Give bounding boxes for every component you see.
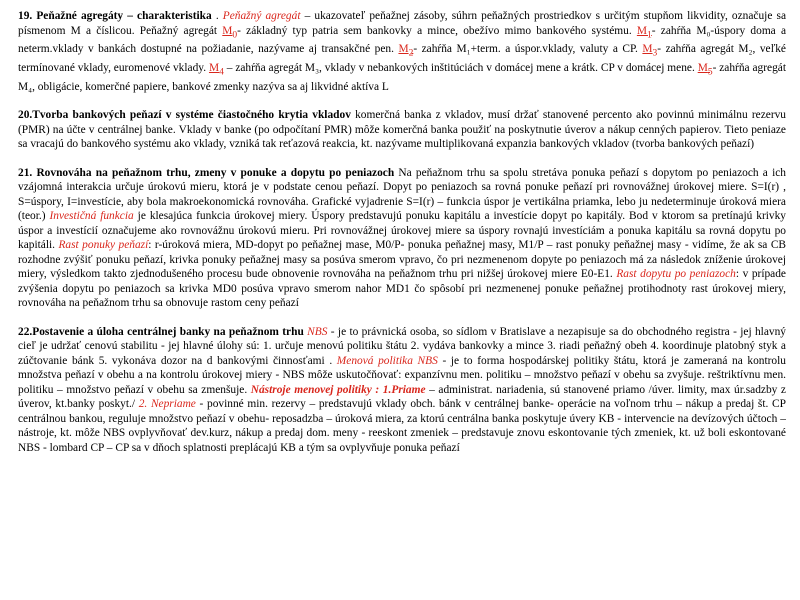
section-20-heading: 20.Tvorba bankových peňazí v systéme čiastočného krytia vkladov — [18, 109, 351, 122]
term-m5: $M_5$ — [697, 62, 713, 78]
term-nepriame: 2. Nepriame — [138, 398, 196, 411]
term-rast-dopytu: Rast dopytu po peniazoch — [616, 268, 736, 281]
section-22-heading: 22.Postavenie a úloha centrálnej banky na peňažnom trhu — [18, 325, 304, 338]
term-m4: $M_4$ — [208, 62, 224, 78]
section-19: 19. Peňažné agregáty – charakteristika . Peňažný agregát – ukazovateľ peňažnej zásoby, súhrn peňažných prostriedkov s určitým stupňom likvidity, označuje sa písmenom M a číslicou. Peňažný agregát $M_0-$ základný typ patria sem bankovky a mince, obežívo mimo bankového systému. $M_1-$ zahŕňa M₀-úspory doma a neterm.vklady v bankách dostupné na požiadanie, nazývame aj transakčné pen. $M_2-$ zahŕňa M₁+term. a úspor.vklady, valuty a CP. $M_3-$ zahŕňa agregát M₂, veľké termínované vklady, euromenové vklady. $M_4$ – zahŕňa agregát M₃, vklady v nebankových inštitúciách v domácej mene a krátk. CP v domácej mene. $M_5-$ zahŕňa agregát M₄, obligácie, komerčné papiere, bankové zmenky nazýva sa aj likvidné aktíva L — [18, 10, 787, 93]
term-menova-politika: Menová politika NBS — [336, 354, 438, 367]
term-m3: $M_3$ — [642, 43, 658, 59]
section-19-heading: 19. Peňažné agregáty – charakteristika — [18, 10, 212, 22]
term-m1: $M_1$ — [636, 24, 652, 40]
section-21: 21. Rovnováha na peňažnom trhu, zmeny v ponuke a dopytu po peniazoch Na peňažnom trhu sa spolu stretáva ponuka peňazí s dopytom po peniazoch a ich vzájomná interakcia určuje úrokovú mieru, ktorá je v podstate cenou peňazí. Dopyt po peniazoch sa rovná ponuke peňazí pri rovnovážnej úrokovej miere. S=I(r) , S=úspory, I=investície, aby bola makroekonomická rovnováha. Grafické vyjadrenie S=I(r) – funkcia úspor je vertikálna priamka, lebo ju nedeterminuje úroková miera (teor.) Investičná funkcia je klesajúca funkcia úrokovej miery. Úspory predstavujú ponuku kapitálu a investície dopyt po kapitály. Bod v ktorom sa pretínajú krivky úspor a investícií označujeme ako rovnovážnu úrokovú mieru. Pri rovnovážnej úrokovej miere sa úspory rovnajú investíciám a ponuka kapitálu sa rovná dopytu po kapitáli. Rast ponuky peňazí: r-úroková miera, MD-dopyt po peňažnej mase, M0/P- ponuka peňažnej masy, M1/P – rast ponuky peňažnej masy - vidíme, že ak sa CB rozhodne zvýšiť ponuku peňazí, krivka ponuky peňažnej masy sa posúva smerom vpravo, čo pri nezmenenom dopyte po peniazoch má za následok zníženie úrokovej miery, výsledkom takto zjednodušeného procesu bude obnovenie rovnováha na peňažnom trhu pri nižšej úrokovej miere E0-E1. Rast dopytu po peniazoch: v prípade zvýšenia dopytu po peniazoch sa krivka MD0 posúva vpravo smerom nahor MD1 čo spôsobí pri nezmenenej ponuke peňažnej protihodnoty rast úrokovej miery, rovnováha na peňažnom trhu sa obnovuje rastom ceny peňazí — [18, 166, 787, 310]
term-nastroje-priame: Nástroje menovej politiky : 1.Priame — [250, 383, 426, 396]
document-page — [18, 9, 786, 469]
section-22: 22.Postavenie a úloha centrálnej banky na peňažnom trhu NBS - je to právnická osoba, so sídlom v Bratislave a nezapisuje sa do obchodného registra - jej hlavný cieľ je udržať cenovú stabilitu - jej hlavné úlohy sú: 1. určuje menovú politiku štátu 2. vydáva bankovky a mince 3. riadi peňažný obeh 4. koordinuje platobný styk a zúčtovanie bánk 5. vykonáva dozor na d bankovými činnosťami . Menová politika NBS - je to forma hospodárskej politiky štátu, ktorá je zameraná na kontrolu množstva peňazí v obehu a na kontrolu úrokovej miery - NBS môže uskutočňovať: expanzívnu men. politiku – množstvo peňazí v obehu sa zvyšuje. reštriktívnu men. politiku – množstvo peňazí v obehu sa zmenšuje. Nástroje menovej politiky : 1.Priame – administrat. nariadenia, sú stanovené priamo /úver. limity, max úr.sadzby z úverov, kt.banky poskyt./ 2. Nepriame - povinné min. rezervy – predstavujú vklady obch. bánk v centrálnej banke- operácie na voľnom trhu – nákup a predaj št. CP centrálnou bankou, reguluje množstvo peňazí v obehu- reposadzba – úroková miera, za ktorú centrálna banka poskytuje úvery KB - intervencie na devízových účtoch – nástroje, kt. môže NBS ovplyvňovať dev.kurz, nákup a predaj dom. meny - reeskont zmeniek – predstavuje znovu eskontovanie tých zmeniek, kt. už boli eskontované NBS - lombard CP – CP sa v dňoch splatnosti preplácajú KB a tým sa ovplyvňuje ponuka peňazí — [18, 325, 786, 454]
section-20: 20.Tvorba bankových peňazí v systéme čiastočného krytia vkladov komerčná banka z vkladov, musí držať stanovené percento ako povinnú minimálnu rezervu (PMR) na účte v centrálnej banke. Vklady v banke (po odpočítaní PMR) môže komerčná banka použiť na poskytnutie úverov a nákup cenných papierov. Tieto peniaze sa vracajú do bankového systému ako vklady, vzniká tak reťazová reakcia, kt. nazývame multiplikovaná expanzia bankových vkladov (tvorba bankových peňazí) — [18, 109, 787, 151]
term-nbs: NBS — [307, 325, 328, 338]
section-21-heading: 21. Rovnováha na peňažnom trhu, zmeny v ponuke a dopytu po peniazoch — [18, 166, 395, 179]
term-penazny-agregat: Peňažný agregát — [222, 10, 301, 22]
term-m2: $M_2$ — [398, 43, 414, 59]
term-investicna-funkcia: Investičná funkcia — [49, 210, 134, 223]
term-m0: $M_0$ — [222, 24, 238, 40]
term-rast-ponuky-penazi: Rast ponuky peňazí — [58, 239, 149, 252]
